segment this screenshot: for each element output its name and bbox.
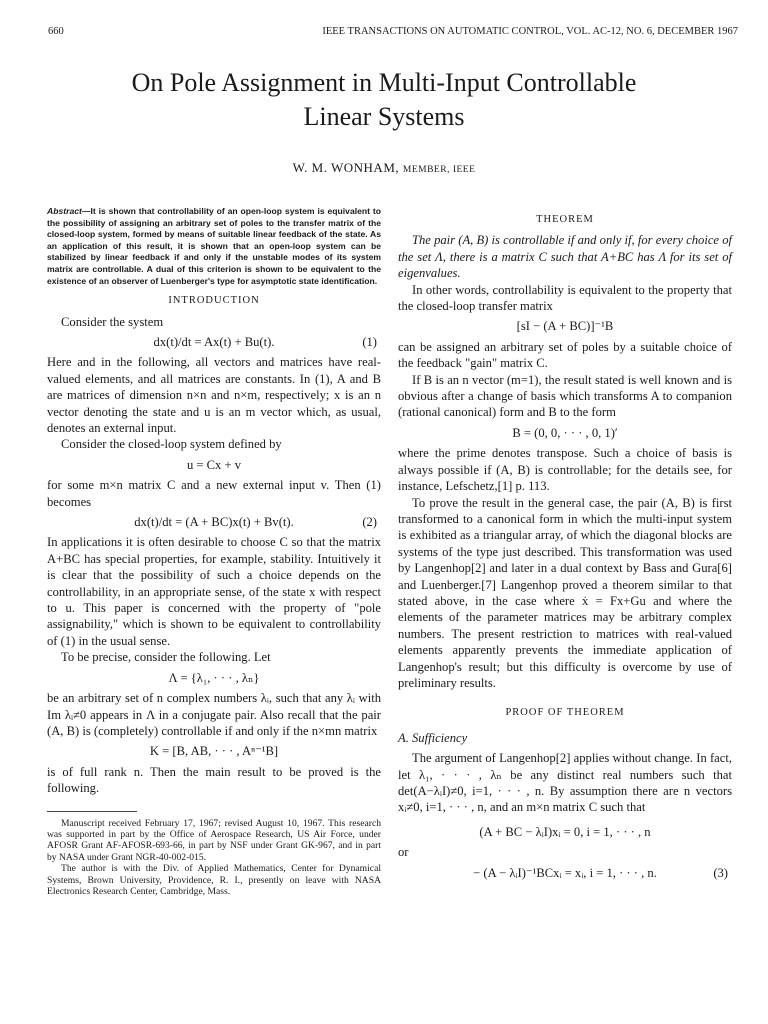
proof-heading: PROOF OF THEOREM <box>505 707 625 719</box>
abstract-label: Abstract <box>47 206 82 216</box>
equation-eigen: (A + BC − λᵢI)xᵢ = 0, i = 1, · · · , n <box>479 824 651 839</box>
running-header <box>48 26 738 44</box>
equation-3 <box>398 865 732 881</box>
sufficiency-subheading: A. Sufficiency <box>398 730 468 745</box>
title-line-2: Linear Systems <box>303 102 465 131</box>
equation-3-text: − (A − λᵢI)⁻¹BCxᵢ = xᵢ, i = 1, · · · , n. <box>473 865 657 880</box>
intro-paragraph-3: Consider the closed-loop system defined by <box>61 437 282 452</box>
paper-title <box>0 66 768 134</box>
intro-paragraph-5: In applications it is often desirable to choose C so that the matrix A+BC has special properties, for example, stability. Intuitively it is clear that the possibility of such a choice depends on the controllability, in an appropriate sense, of the state x with respect to u. This paper is concerned with the property of "pole assignability," which is shown to be equivalent to controllability of (1) in the usual sense. <box>47 535 381 648</box>
intro-paragraph-8: is of full rank n. Then the main result to be proved is the following. <box>47 764 381 796</box>
equation-1-number: (1) <box>362 334 377 349</box>
equation-2-text: dx(t)/dt = (A + BC)x(t) + Bv(t). <box>134 515 294 530</box>
theorem-paragraph-4: where the prime denotes transpose. Such a choice of basis is always possible if (A, B) is controllable; for the details see, for instance, Lefschetz,[1] p. 113. <box>398 446 732 494</box>
author-name: W. M. WONHAM, <box>292 160 400 175</box>
equation-b-form: B = (0, 0, · · · , 0, 1)′ <box>512 425 618 440</box>
equation-lambda: Λ = {λ₁, · · · , λₙ} <box>168 670 260 685</box>
intro-paragraph-2: Here and in the following, all vectors and matrices have real-valued elements, and all matrices are constants. In (1), A and B are matrices of dimension n×n and n×m, respectively; x is an n vector denoting the state and u is an m vector which, as usual, denotes an external input. <box>47 355 381 435</box>
left-column <box>47 206 381 897</box>
theorem-statement <box>398 232 732 281</box>
equation-k: K = [B, AB, · · · , Aⁿ⁻¹B] <box>149 744 279 759</box>
abstract <box>47 206 381 287</box>
theorem-paragraph-2: can be assigned an arbitrary set of poles by a suitable choice of the feedback "gain" matrix C. <box>398 339 732 371</box>
theorem-paragraph-5: To prove the result in the general case, the pair (A, B) is first transformed to a canonical form in which the multi-input system is exhibited as a triangular array, of which the diagonal blocks are systems of the type just described. This transformation was used by Langenhop[2] and later in a dual context by Bass and Gura[6] and Luenberger.[7] Langenhop proved a theorem similar to that stated above, in the case where ẋ = Fx+Gu and where the elements of the parameter matrices may be arbitrary complex numbers. The present restriction to matrices with real-valued elements apparently prevents the immediate application of Langenhop's result; but this difficulty is overcome by use of preliminary results. <box>398 495 732 690</box>
theorem-statement-text: The pair (A, B) is controllable if and only if, for every choice of the set Λ, there is a matrix C such that A+BC has Λ for its set of eigenvalues. <box>398 233 732 281</box>
theorem-heading: THEOREM <box>536 214 594 225</box>
footnote-manuscript: Manuscript received February 17, 1967; revised August 10, 1967. This research was supported in part by the Office of Aerospace Research, US Air Force, under AFOSR Grant AF-AFOSR-693-66, in part by NSF under Grant GK-967, and in part by NASA under Grant NGR-40-002-015. <box>47 817 381 863</box>
intro-paragraph-7: be an arbitrary set of n complex numbers λᵢ, such that any λᵢ with Im λᵢ≠0 appears in Λ in a conjugate pair. Also recall that the pair (A, B) is (completely) controllable if and only if the n×mn matrix <box>47 691 381 738</box>
footnote <box>47 811 381 898</box>
equation-1-text: dx(t)/dt = Ax(t) + Bu(t). <box>153 334 275 349</box>
equation-2 <box>47 514 381 530</box>
author-membership: MEMBER, IEEE <box>402 165 476 175</box>
page-number: 660 <box>48 26 64 37</box>
footnote-rule <box>47 811 137 812</box>
title-line-1: On Pole Assignment in Multi-Input Controllable <box>131 68 637 97</box>
equation-2-number: (2) <box>362 515 377 530</box>
theorem-paragraph-1: In other words, controllability is equivalent to the property that the closed-loop transfer matrix <box>398 282 732 314</box>
proof-or: or <box>398 845 409 860</box>
proof-paragraph-1: The argument of Langenhop[2] applies without change. In fact, let λ₁, · · · , λₙ be any distinct real numbers such that det(A−λᵢI)≠0, i=1, · · · , n. By assumption there are n vectors xᵢ≠0, i=1, · · · , n, and an m×n matrix C such that <box>398 751 732 815</box>
intro-paragraph-4: for some m×n matrix C and a new external input v. Then (1) becomes <box>47 478 381 509</box>
introduction-heading: INTRODUCTION <box>168 295 260 307</box>
journal-header: IEEE TRANSACTIONS ON AUTOMATIC CONTROL, VOL. AC-12, NO. 6, DECEMBER 1967 <box>322 26 738 37</box>
intro-paragraph-6: To be precise, consider the following. Let <box>61 650 271 665</box>
theorem-paragraph-3: If B is an n vector (m=1), the result stated is well known and is obvious after a change of basis which transforms A to companion (rational canonical) form and B to the form <box>398 372 732 420</box>
equation-3-number: (3) <box>713 865 728 880</box>
abstract-text: —It is shown that controllability of an open-loop system is equivalent to the possibility of assigning an arbitrary set of poles to the transfer matrix of the closed-loop system, formed by means of suitable linear feedback of the state. As an application of this result, it is shown that an open-loop system can be stabilized by linear feedback if and only if the unstable modes of its system matrix are controllable. A dual of this criterion is shown to be equivalent to the existence of an observer of Luenberger's type for asymptotic state identification. <box>47 206 381 286</box>
right-column <box>398 206 732 885</box>
intro-paragraph-1: Consider the system <box>61 314 164 329</box>
equation-1 <box>47 334 381 350</box>
author-line <box>0 160 768 176</box>
equation-transfer-matrix: [sI − (A + BC)]⁻¹B <box>516 319 614 334</box>
footnote-affiliation: The author is with the Div. of Applied Mathematics, Center for Dynamical Systems, Brown University, Providence, R. I., presently on leave with NASA Electronics Research Center, Cambridge, Mass. <box>47 863 381 897</box>
equation-u: u = Cx + v <box>186 457 242 472</box>
